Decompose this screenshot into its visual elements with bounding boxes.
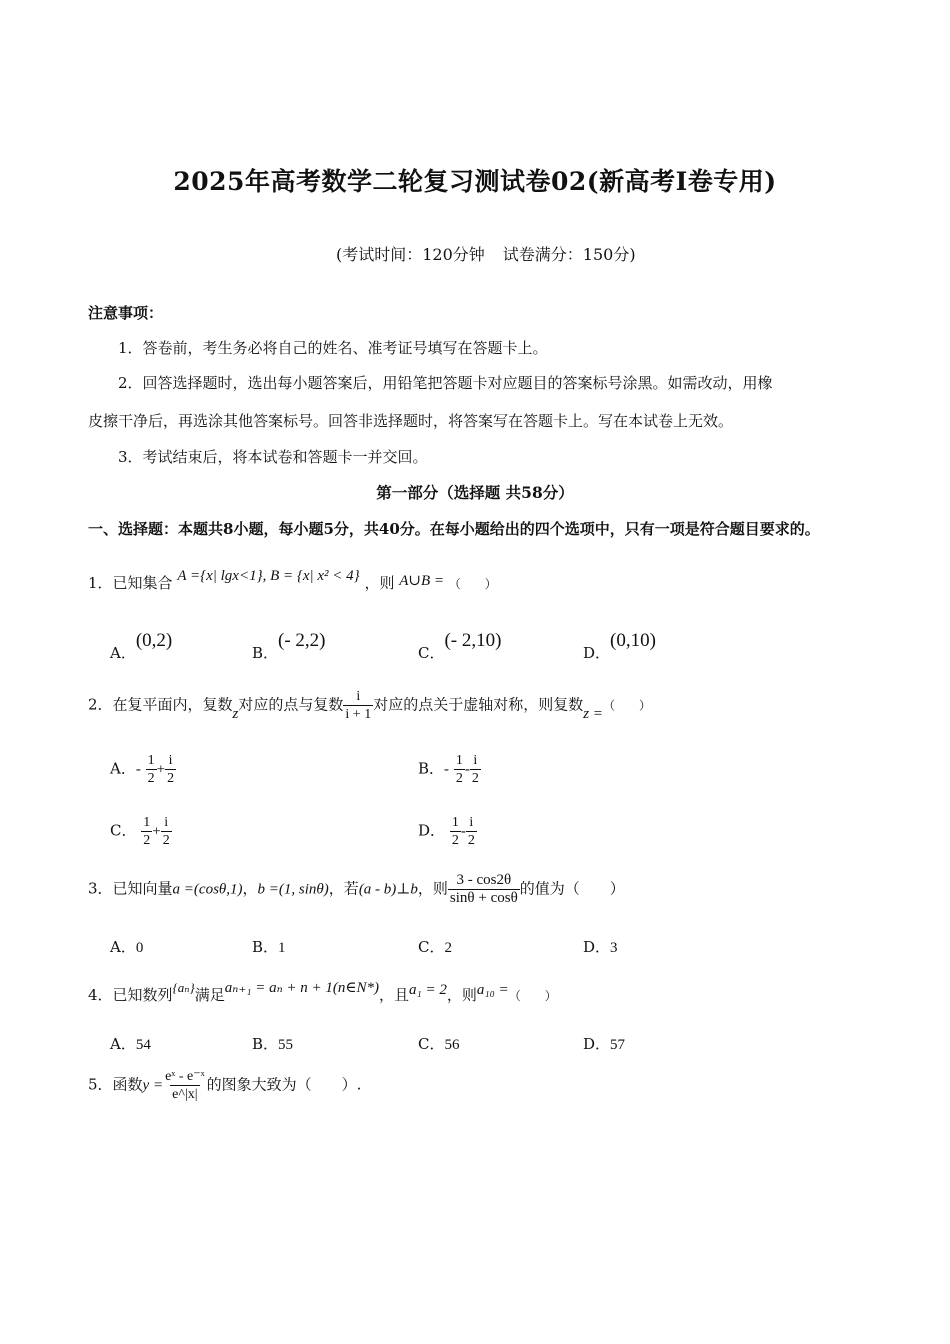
q3-option-d[interactable]: D．3: [583, 938, 618, 956]
q2-mid2: 对应的点关于虚轴对称，则复数: [373, 695, 584, 714]
q2-option-b[interactable]: B．- $\frac{1}{2}$ - $\frac{i}{2}$: [418, 753, 479, 786]
section-title: 第一部分（选择题 共58分）: [376, 483, 574, 502]
q3-fraction: $\frac{3 - \cos 2\theta}{\sin\theta + \cos\theta}$: [449, 872, 518, 906]
q4-prefix: 4．已知数列: [88, 986, 173, 1004]
q2-expr: z =: [583, 705, 603, 722]
question-5: [88, 1068, 361, 1103]
question-4: [88, 980, 557, 1005]
q3-option-a[interactable]: A．0: [110, 938, 144, 956]
q4-option-d[interactable]: D．57: [583, 1035, 626, 1053]
note-1: 1．答卷前，考生务必将自己的姓名、准考证号填写在答题卡上。: [118, 339, 548, 357]
q4-mid2: ，且: [379, 986, 410, 1004]
note-3: 3．考试结束后，将本试卷和答题卡一并交回。: [118, 448, 428, 466]
q1-option-a[interactable]: A．(0,2): [110, 630, 173, 662]
exam-time: (考试时间：120分钟: [336, 245, 485, 264]
q1-sets: A ={x| lgx<1}, B = {x| x² < 4}: [177, 568, 360, 584]
q5-prefix: 5．函数: [88, 1075, 143, 1094]
q2-paren: （ ）: [602, 698, 651, 713]
note-2-line-1: 2．回答选择题时，选出每小题答案后，用铅笔把答题卡对应题目的答案标号涂黑。如需改动，用橡: [118, 374, 773, 392]
q4-target: a₁₀ =: [476, 982, 509, 998]
q5-suffix: 的图象大致为（ ）.: [206, 1075, 362, 1094]
q1-mid: ，则: [364, 574, 395, 592]
q4-option-b[interactable]: B．55: [252, 1035, 294, 1053]
q4-paren: （ ）: [508, 989, 557, 1003]
q2-fraction: $\frac{i}{i + 1}$: [345, 689, 372, 722]
q4-mid3: ，则: [446, 986, 477, 1004]
q3-comma: ，: [242, 879, 258, 898]
question-2: [88, 688, 651, 723]
notes-heading: 注意事项：: [88, 304, 164, 322]
exam-info: [336, 242, 636, 265]
q2-option-d[interactable]: D． $\frac{1}{2}$ - $\frac{i}{2}$: [418, 815, 475, 848]
q3-vector-a: a =(cosθ,1): [172, 881, 243, 898]
q2-prefix: 2．在复平面内，复数: [88, 695, 233, 714]
q3-mid: ，若: [328, 879, 359, 898]
section-instructions: 一、选择题：本题共8小题，每小题5分，共40分。在每小题给出的四个选项中，只有一项是符合题目要求的。: [88, 520, 820, 538]
q3-vector-b: b =(1, sinθ): [257, 881, 329, 898]
question-1: [88, 568, 497, 593]
q1-paren: （ ）: [448, 577, 497, 591]
q4-recurrence: aₙ₊₁ = aₙ + n + 1(n∈N*): [224, 980, 379, 996]
question-3: [88, 872, 625, 907]
q4-option-a[interactable]: A．54: [110, 1035, 151, 1053]
q5-y: y =: [142, 1077, 164, 1094]
page-title: 2025年高考数学二轮复习测试卷02(新高考I卷专用): [173, 167, 777, 196]
q3-condition: (a - b)⊥b: [358, 881, 418, 898]
q1-prefix: 1．已知集合: [88, 574, 173, 592]
q4-sequence: {aₙ}: [172, 980, 195, 995]
q3-option-b[interactable]: B．1: [252, 938, 286, 956]
q2-z: z: [232, 705, 239, 722]
q3-prefix: 3．已知向量: [88, 879, 173, 898]
q4-mid: 满足: [194, 986, 225, 1004]
q1-option-d[interactable]: D．(0,10): [583, 630, 656, 662]
note-2-line-2: 皮擦干净后，再选涂其他答案标号。回答非选择题时，将答案写在答题卡上。写在本试卷上无效。: [88, 412, 734, 430]
q1-option-b[interactable]: B．(- 2,2): [252, 630, 326, 662]
q3-option-c[interactable]: C．2: [418, 938, 452, 956]
q2-mid1: 对应的点与复数: [238, 695, 344, 714]
q3-mid2: ，则: [417, 879, 448, 898]
q4-initial: a₁ = 2: [409, 982, 447, 998]
q2-option-c[interactable]: C． $\frac{1}{2}$ + $\frac{i}{2}$: [110, 815, 170, 848]
q3-suffix: 的值为（ ）: [519, 879, 625, 898]
q1-expr: A∪B =: [399, 573, 445, 589]
exam-score: 试卷满分：150分): [502, 245, 636, 264]
q5-fraction: $\frac{\text{eˣ - e⁻ˣ}}{e\^{}|x|}$: [165, 1069, 205, 1102]
q4-option-c[interactable]: C．56: [418, 1035, 460, 1053]
q2-option-a[interactable]: A．- $\frac{1}{2}$ + $\frac{i}{2}$: [110, 753, 175, 786]
q1-option-c[interactable]: C．(- 2,10): [418, 630, 502, 662]
